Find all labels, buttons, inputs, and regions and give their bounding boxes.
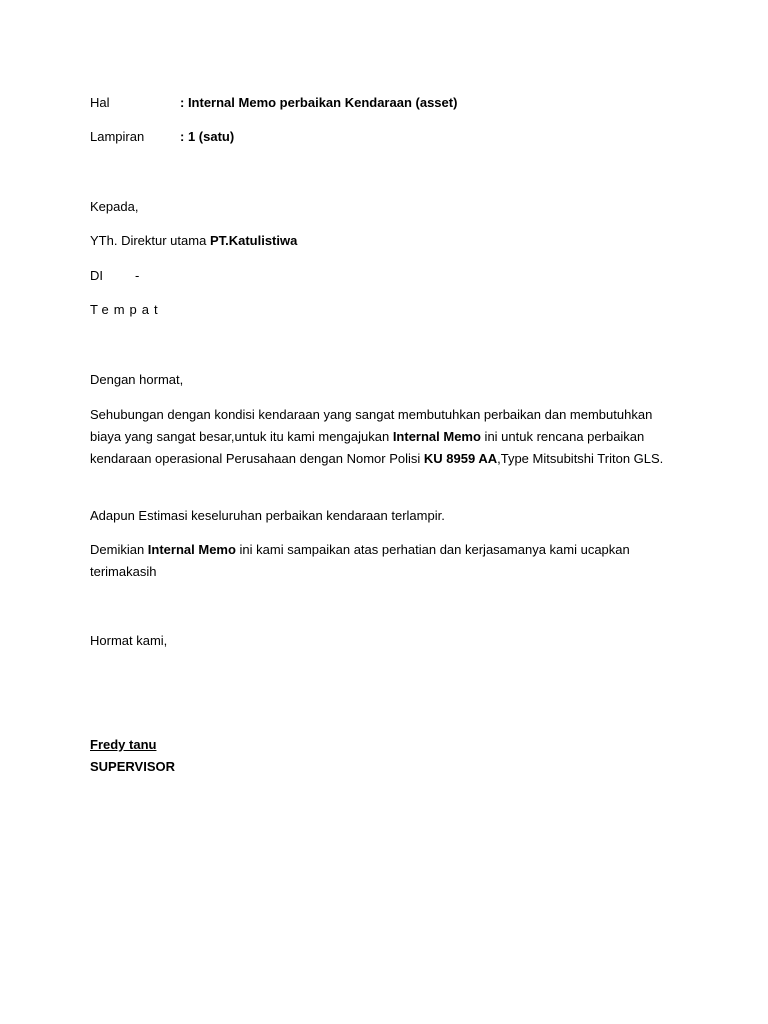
recipient-prefix: YTh. Direktur utama — [90, 233, 210, 248]
p1-bold-memo: Internal Memo — [392, 429, 481, 444]
hal-row — [90, 92, 457, 114]
p3-bold-memo: Internal Memo — [147, 542, 236, 557]
tempat-line: Tempat — [90, 302, 163, 317]
p1-bold-plate: KU 8959 AA — [423, 451, 498, 466]
lampiran-label: Lampiran — [90, 129, 145, 144]
closing-regards: Hormat kami, — [90, 633, 168, 648]
signatory-title: SUPERVISOR — [90, 759, 176, 774]
recipient-company: PT.Katulistiwa — [209, 233, 298, 248]
paragraph-3 — [90, 539, 680, 583]
p1-text-3: ,Type Mitsubitshi Triton GLS. — [497, 451, 664, 466]
di-label: DI — [90, 268, 103, 283]
hal-value: : Internal Memo perbaikan Kendaraan (asset) — [180, 95, 458, 110]
p1-text-1: Sehubungan dengan kondisi kendaraan yang sangat membutuhkan perbaikan dan membutuhkan biaya yang sangat besar,untuk itu kami mengajukan — [90, 407, 653, 444]
p3-text-2: ini kami sampaikan atas perhatian dan kerjasamanya kami ucapkan terimakasih — [90, 542, 630, 579]
p1-text-2: ini untuk rencana perbaikan kendaraan operasional Perusahaan dengan Nomor Polisi — [90, 429, 645, 466]
signatory-name: Fredy tanu — [90, 737, 157, 752]
di-dash: - — [135, 268, 140, 283]
paragraph-2: Adapun Estimasi keseluruhan perbaikan kendaraan terlampir. — [90, 508, 445, 523]
kepada-line: Kepada, — [90, 199, 139, 214]
di-line — [90, 265, 139, 287]
lampiran-row — [90, 126, 234, 148]
lampiran-value: : 1 (satu) — [180, 129, 235, 144]
paragraph-1 — [90, 404, 680, 470]
recipient-line — [90, 230, 297, 252]
p3-text-1: Demikian — [90, 542, 148, 557]
salutation: Dengan hormat, — [90, 372, 184, 387]
hal-label: Hal — [90, 95, 110, 110]
